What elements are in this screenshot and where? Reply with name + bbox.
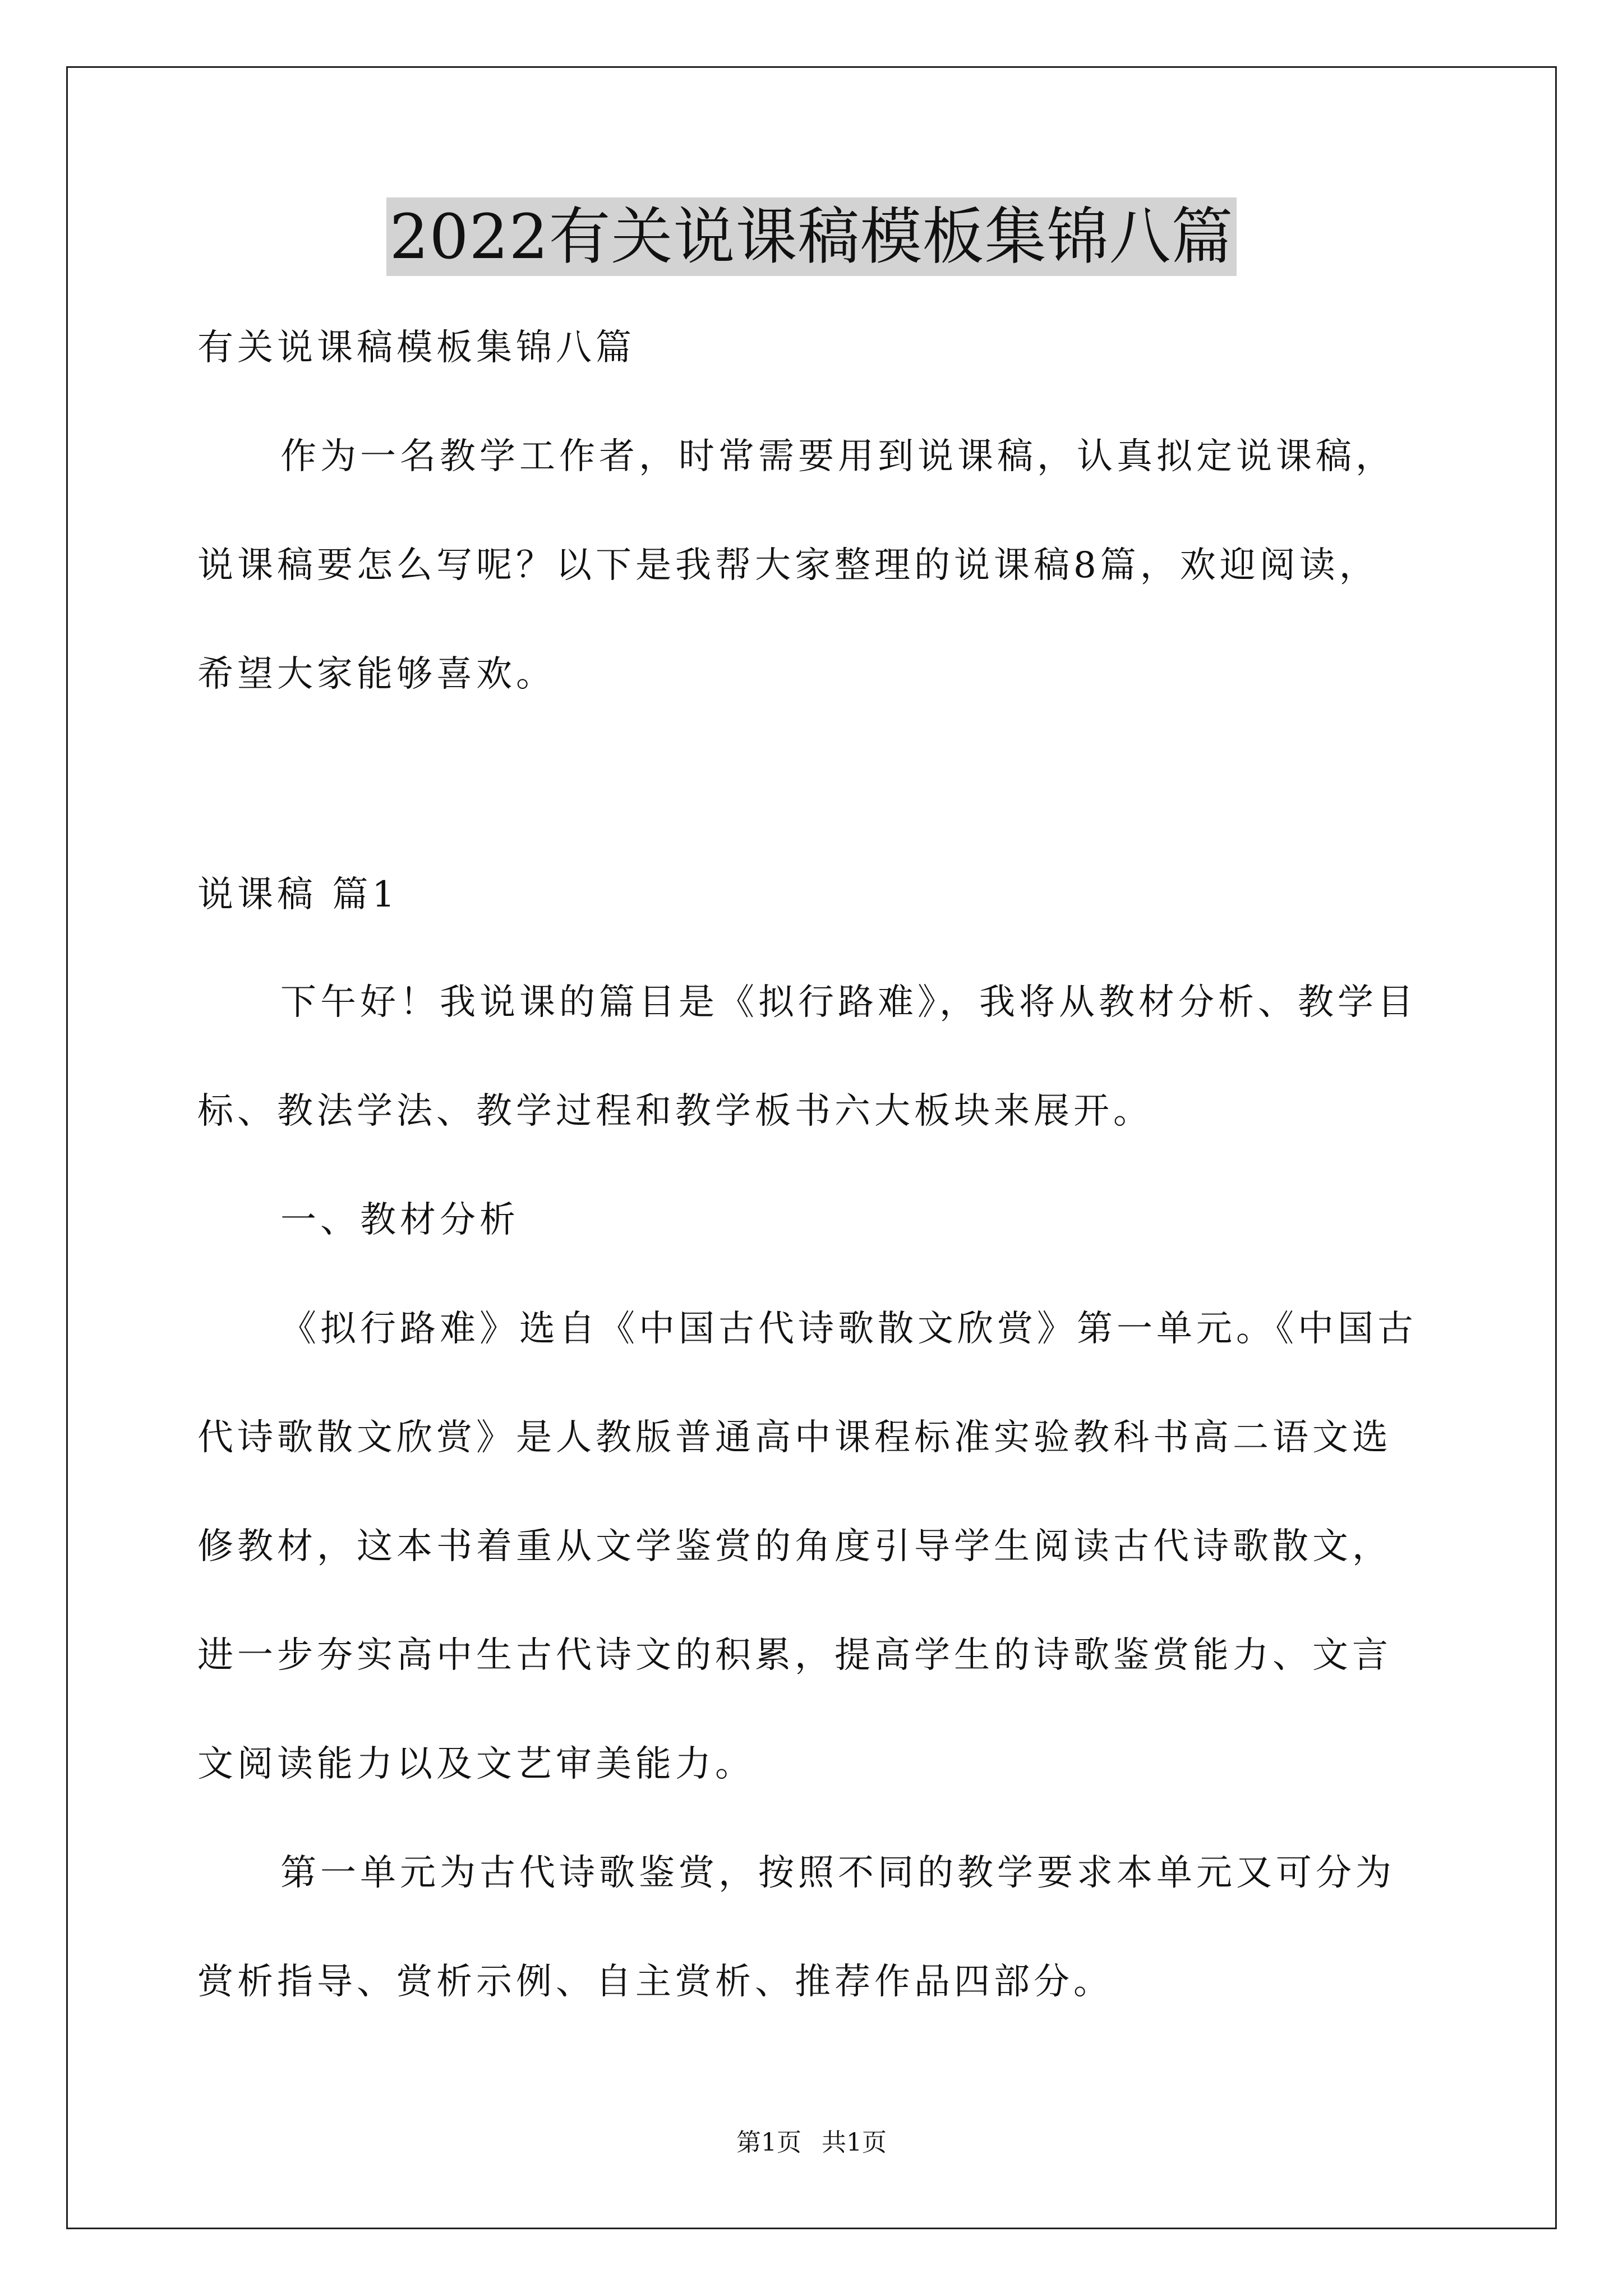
paragraph-line: 希望大家能够喜欢。 xyxy=(197,654,556,695)
paragraph-line: 进一步夯实高中生古代诗文的积累，提高学生的诗歌鉴赏能力、文言 xyxy=(197,1635,1392,1676)
paragraph-line: 说课稿要怎么写呢？以下是我帮大家整理的说课稿8篇，欢迎阅读， xyxy=(197,545,1379,586)
paragraph-line: 文阅读能力以及文艺审美能力。 xyxy=(197,1743,755,1785)
paragraph-line: 《拟行路难》选自《中国古代诗歌散文欣赏》第一单元。《中国古 xyxy=(280,1308,1417,1350)
subtitle-line: 有关说课稿模板集锦八篇 xyxy=(197,327,635,369)
paragraph-line: 第一单元为古代诗歌鉴赏，按照不同的教学要求本单元又可分为 xyxy=(280,1852,1395,1894)
page-total: 共1页 xyxy=(822,2128,887,2157)
paragraph-line: 赏析指导、赏析示例、自主赏析、推荐作品四部分。 xyxy=(197,1961,1113,2003)
subsection-heading: 一、教材分析 xyxy=(280,1199,519,1241)
document-title: 2022有关说课稿模板集锦八篇 xyxy=(386,197,1237,276)
paragraph-line: 标、教法学法、教学过程和教学板书六大板块来展开。 xyxy=(197,1091,1153,1132)
section-heading: 说课稿 篇1 xyxy=(197,874,399,915)
paragraph-line: 代诗歌散文欣赏》是人教版普通高中课程标准实验教科书高二语文选 xyxy=(197,1417,1392,1458)
title-container xyxy=(0,197,1623,276)
paragraph-line: 修教材，这本书着重从文学鉴赏的角度引导学生阅读古代诗歌散文， xyxy=(197,1526,1392,1567)
page-number: 第1页 xyxy=(736,2128,801,2157)
paragraph-line: 下午好！我说课的篇目是《拟行路难》，我将从教材分析、教学目 xyxy=(280,982,1417,1023)
page-footer xyxy=(0,2127,1623,2159)
paragraph-line: 作为一名教学工作者，时常需要用到说课稿，认真拟定说课稿， xyxy=(280,436,1395,477)
page-border xyxy=(66,66,1557,2229)
